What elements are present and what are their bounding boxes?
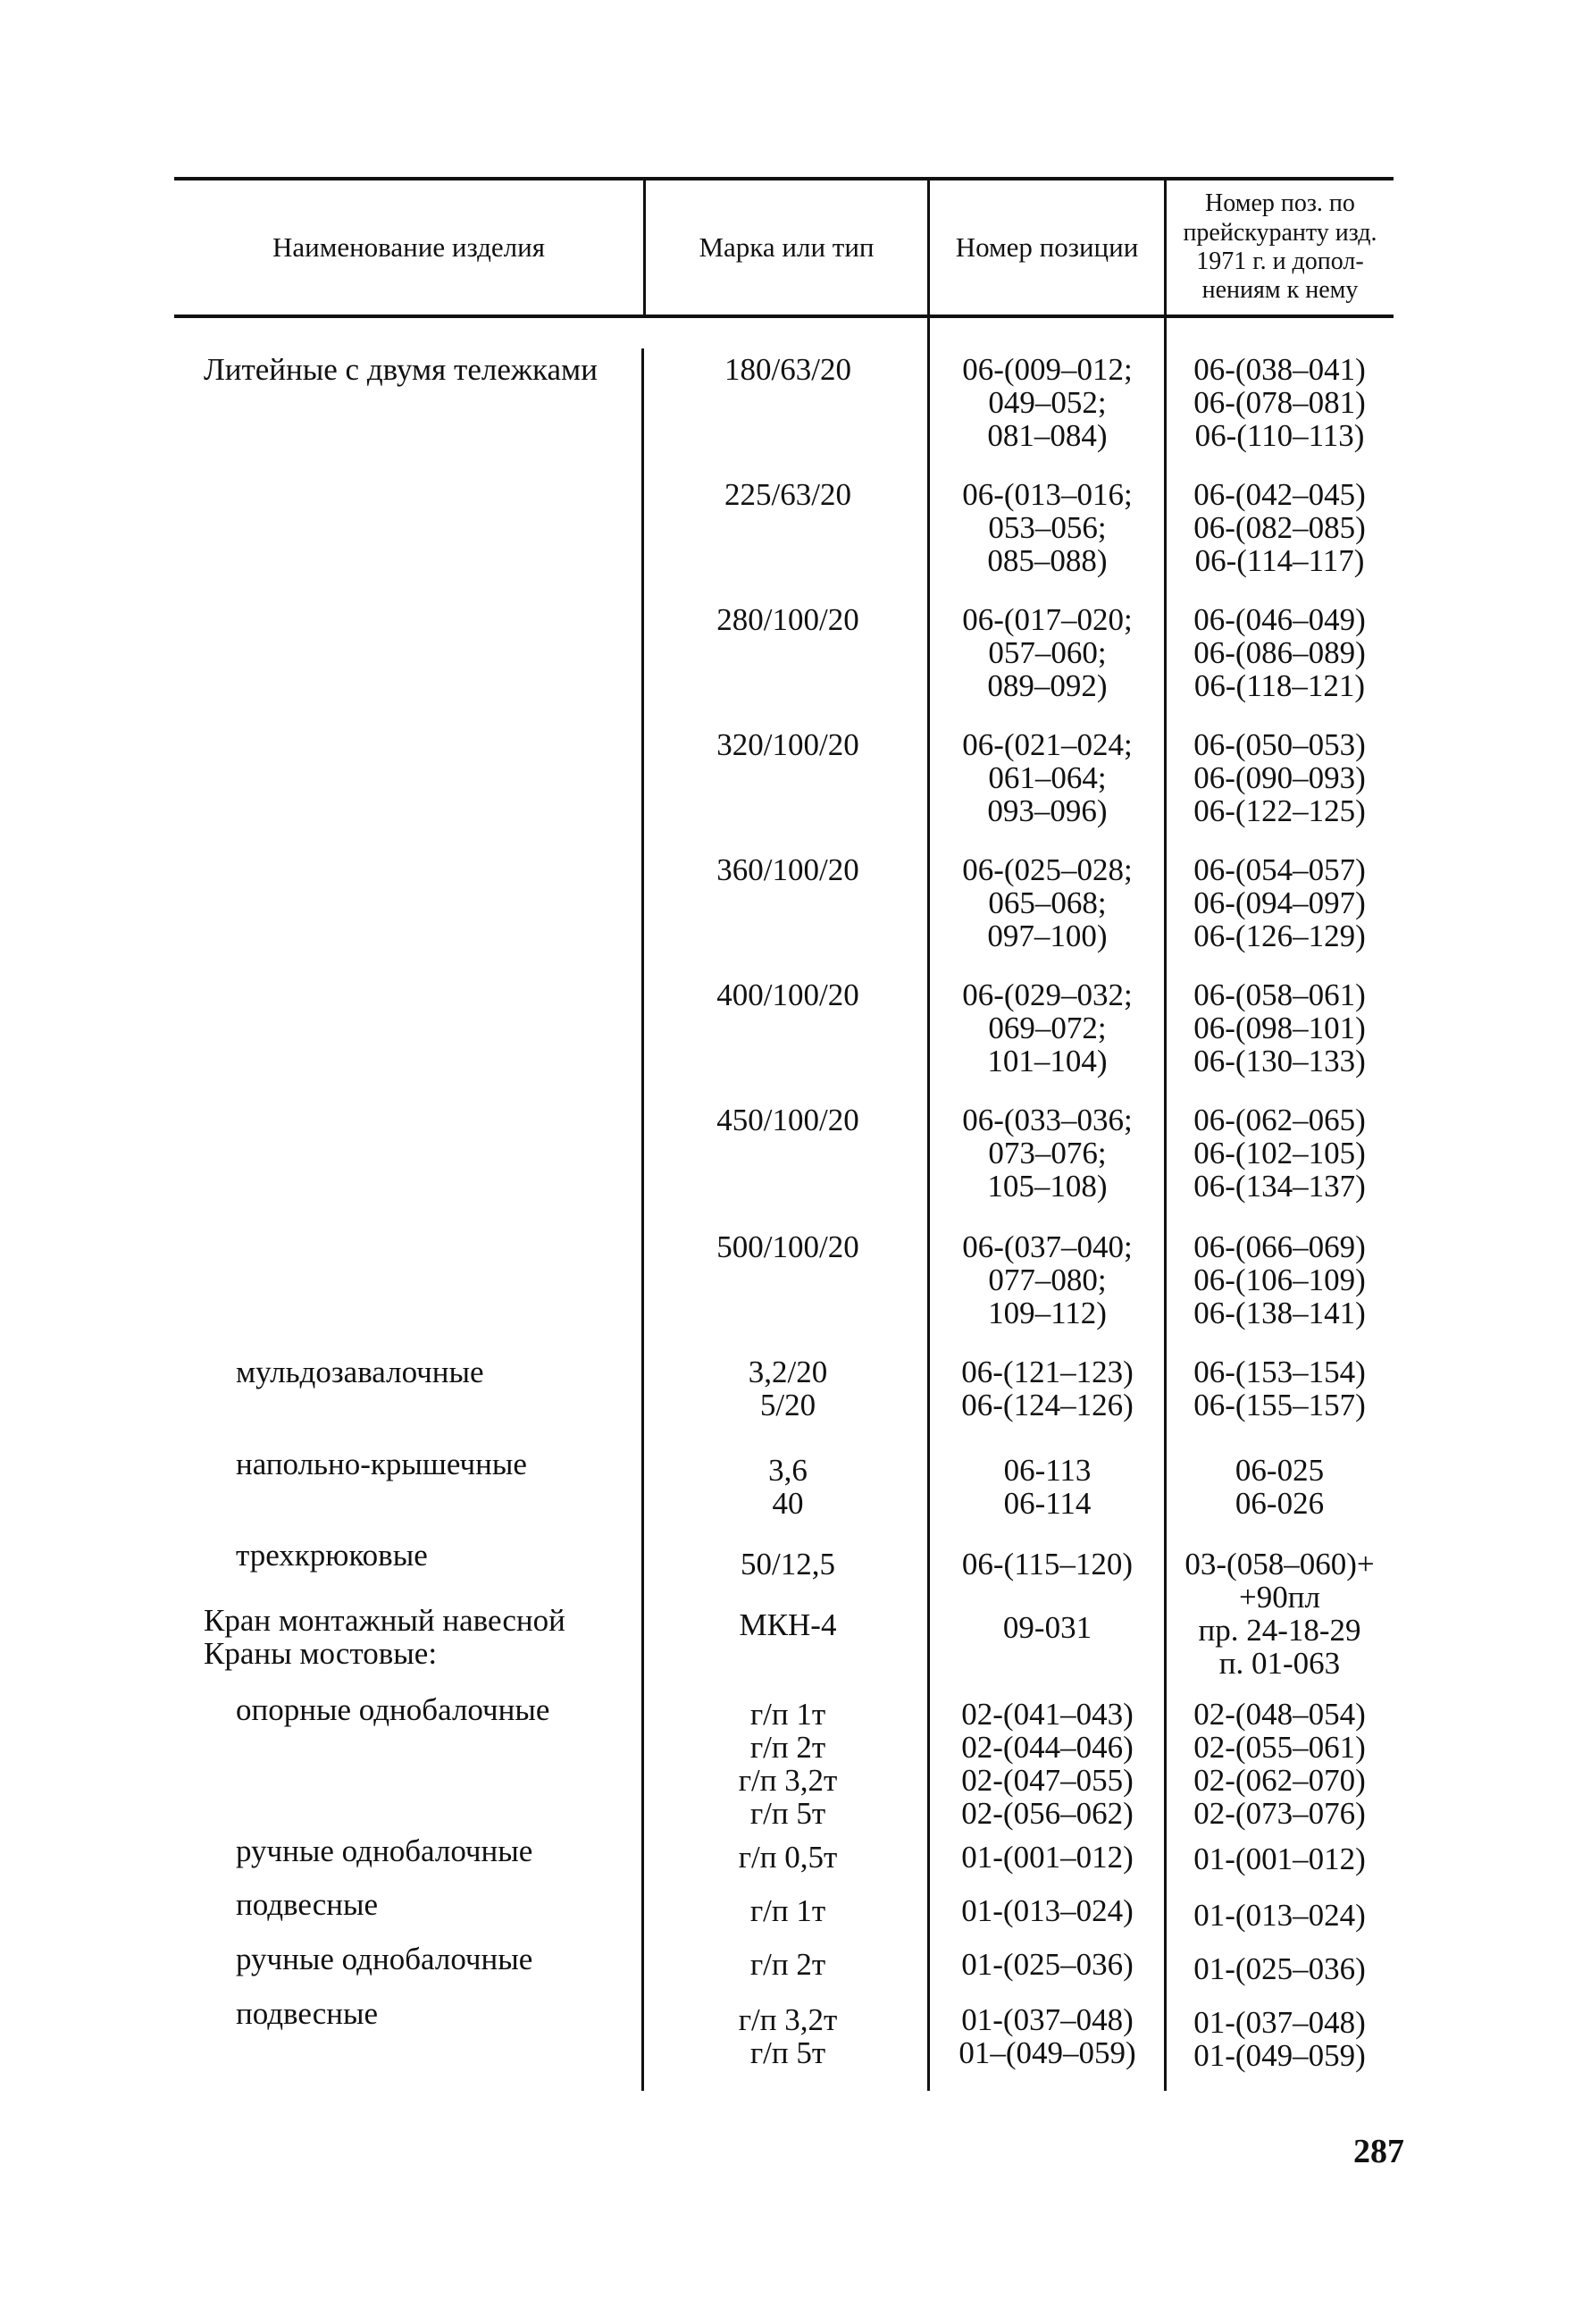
row-price-ref: 02-(048–054) 02-(055–061) 02-(062–070) 02-(073–076) bbox=[1193, 1697, 1366, 1831]
row-price-ref: 06-(153–154) 06-(155–157) bbox=[1193, 1355, 1366, 1422]
row-mark: г/п 0,5т bbox=[738, 1840, 838, 1875]
row-position: 01-(025–036) bbox=[961, 1947, 1134, 1982]
row-position: 06-(121–123) 06-(124–126) bbox=[961, 1355, 1134, 1422]
row-name: подвесные bbox=[236, 1887, 379, 1922]
row-price-ref: пр. 24-18-29 п. 01-063 bbox=[1198, 1613, 1361, 1681]
row-mark: 50/12,5 bbox=[741, 1547, 835, 1581]
row-price-ref: 06-(042–045) 06-(082–085) 06-(114–117) bbox=[1193, 477, 1366, 578]
row-position: 06-(025–028; 065–068; 097–100) bbox=[962, 852, 1133, 953]
row-position: 06-(021–024; 061–064; 093–096) bbox=[962, 727, 1133, 828]
header-position: Номер позиции bbox=[955, 231, 1139, 263]
row-position: 06-(033–036; 073–076; 105–108) bbox=[962, 1103, 1133, 1204]
row-position: 06-(029–032; 069–072; 101–104) bbox=[962, 977, 1133, 1078]
row-mark: 280/100/20 bbox=[716, 602, 859, 637]
row-mark: 3,2/20 5/20 bbox=[748, 1355, 828, 1422]
row-price-ref: 06-(062–065) 06-(102–105) 06-(134–137) bbox=[1193, 1103, 1366, 1204]
row-name: ручные однобалочные bbox=[236, 1942, 533, 1976]
row-mark: г/п 3,2т г/п 5т bbox=[738, 2002, 838, 2070]
header-name: Наименование изделия bbox=[272, 231, 545, 263]
row-position: 01-(001–012) bbox=[961, 1840, 1134, 1875]
row-mark: г/п 2т bbox=[749, 1947, 826, 1982]
column-divider-1-body bbox=[641, 348, 644, 2091]
row-price-ref: 01-(037–048) 01-(049–059) bbox=[1193, 2005, 1366, 2073]
row-position: 06-(115–120) bbox=[961, 1547, 1134, 1581]
row-name: Литейные с двумя тележками bbox=[204, 352, 598, 387]
row-position: 06-(013–016; 053–056; 085–088) bbox=[962, 477, 1133, 578]
row-mark: 320/100/20 bbox=[716, 727, 859, 762]
row-mark: 180/63/20 bbox=[724, 352, 851, 387]
row-mark: 450/100/20 bbox=[716, 1103, 859, 1137]
row-mark: г/п 1т г/п 2т г/п 3,2т г/п 5т bbox=[738, 1697, 838, 1831]
row-price-ref: 01-(025–036) bbox=[1193, 1951, 1366, 1986]
row-price-ref: 01-(001–012) bbox=[1193, 1842, 1366, 1876]
row-position: 09-031 bbox=[1002, 1610, 1092, 1645]
row-price-ref: 06-(066–069) 06-(106–109) 06-(138–141) bbox=[1193, 1229, 1366, 1330]
row-price-ref: 06-(058–061) 06-(098–101) 06-(130–133) bbox=[1193, 977, 1366, 1078]
row-name: мульдозавалочные bbox=[236, 1355, 484, 1389]
row-position: 01-(013–024) bbox=[961, 1893, 1134, 1928]
row-name: Кран монтажный навесной Краны мостовые: bbox=[204, 1603, 565, 1671]
row-position: 06-(037–040; 077–080; 109–112) bbox=[962, 1229, 1133, 1330]
row-price-ref: 06-(046–049) 06-(086–089) 06-(118–121) bbox=[1193, 602, 1366, 703]
header-price-ref: Номер поз. по прейскуранту изд. 1971 г. и допол- нениям к нему bbox=[1183, 189, 1377, 305]
row-name: опорные однобалочные bbox=[236, 1692, 550, 1727]
row-mark: г/п 1т bbox=[749, 1893, 826, 1928]
header-mark: Марка или тип bbox=[699, 231, 875, 263]
row-mark: 500/100/20 bbox=[716, 1229, 859, 1264]
row-price-ref: 06-(050–053) 06-(090–093) 06-(122–125) bbox=[1193, 727, 1366, 828]
header-bottom-rule bbox=[174, 315, 1394, 318]
row-name: ручные однобалочные bbox=[236, 1833, 533, 1868]
row-mark: 225/63/20 bbox=[724, 477, 851, 512]
row-mark: 3,6 40 bbox=[768, 1453, 808, 1521]
row-position: 06-(009–012; 049–052; 081–084) bbox=[962, 352, 1133, 453]
row-name: трехкрюковые bbox=[236, 1538, 428, 1573]
row-price-ref: 03-(058–060)+ +90пл bbox=[1184, 1547, 1375, 1615]
row-mark: МКН-4 bbox=[739, 1607, 837, 1642]
row-name: подвесные bbox=[236, 1996, 379, 2031]
page-number: 287 bbox=[1353, 2133, 1404, 2170]
row-position: 06-(017–020; 057–060; 089–092) bbox=[962, 602, 1133, 703]
row-mark: 360/100/20 bbox=[716, 852, 859, 887]
row-price-ref: 01-(013–024) bbox=[1193, 1898, 1366, 1933]
row-mark: 400/100/20 bbox=[716, 977, 859, 1012]
row-position: 06-113 06-114 bbox=[1003, 1453, 1092, 1521]
row-price-ref: 06-(038–041) 06-(078–081) 06-(110–113) bbox=[1193, 352, 1366, 453]
row-position: 01-(037–048) 01–(049–059) bbox=[958, 2002, 1136, 2070]
row-price-ref: 06-025 06-026 bbox=[1235, 1453, 1325, 1521]
row-name: напольно-крышечные bbox=[236, 1447, 527, 1481]
row-position: 02-(041–043) 02-(044–046) 02-(047–055) 02-(056–062) bbox=[961, 1697, 1134, 1831]
row-price-ref: 06-(054–057) 06-(094–097) 06-(126–129) bbox=[1193, 852, 1366, 953]
